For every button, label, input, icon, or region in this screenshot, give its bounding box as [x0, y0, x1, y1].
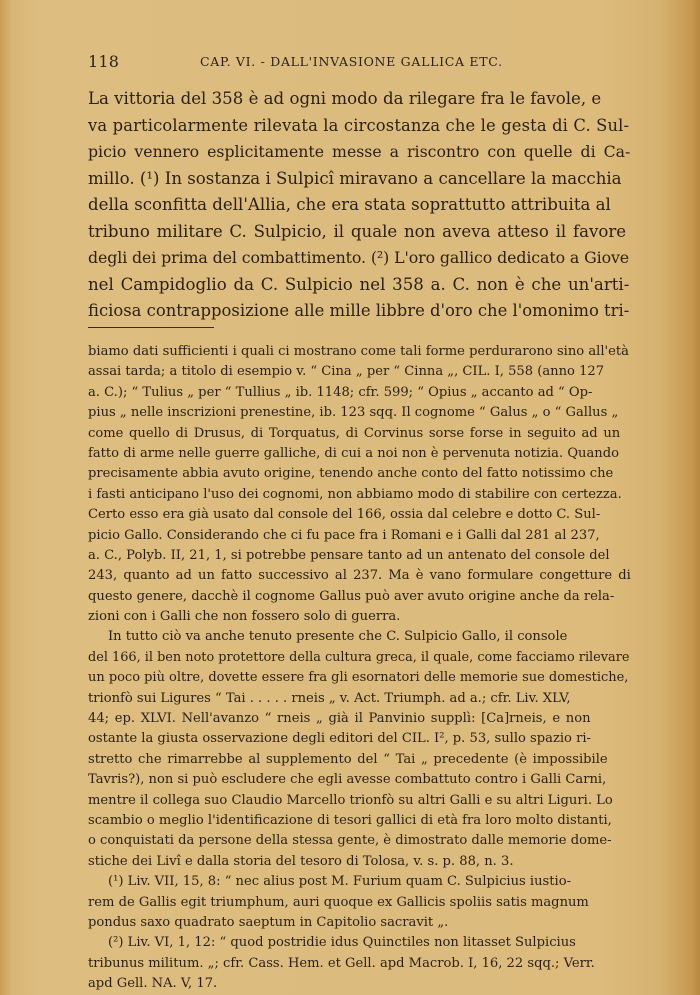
footnote-line: picio Gallo. Considerando che ci fu pace fra i Romani e i Galli dal 281 al 237, — [88, 527, 600, 543]
footnote-line: In tutto ciò va anche tenuto presente che C. Sulpicio Gallo, il console — [108, 629, 568, 645]
page-header — [88, 52, 618, 76]
footnote-line: del 166, il ben noto protettore della cultura greca, il quale, come facciamo rilevare — [88, 649, 630, 665]
footnote-line: (¹) Liv. VII, 15, 8: “ nec alius post M. Furium quam C. Sulpicius iustio- — [108, 874, 572, 890]
footnote-line: scambio o meglio l'identificazione di tesori gallici di età fra loro molto distanti, — [88, 812, 612, 828]
running-head: CAP. VI. - DALL'INVASIONE GALLICA ETC. — [200, 54, 503, 69]
footnote-line: rem de Gallis egit triumphum, auri quoque ex Gallicis spoliis satis magnum — [88, 894, 589, 910]
footnote-line: fatto di arme nelle guerre galliche, di cui a noi non è pervenuta notizia. Quando — [88, 445, 619, 461]
footnote-line: tribunus militum. „; cfr. Cass. Hem. et Gell. apd Macrob. I, 16, 22 sqq.; Verr. — [88, 955, 595, 971]
footnote-line: a. C., Polyb. II, 21, 1, si potrebbe pensare tanto ad un antenato del console del — [88, 547, 610, 563]
footnote-line: 243, quanto ad un fatto successivo al 237. Ma è vano formulare congetture di — [88, 568, 631, 584]
main-text-line: della sconfitta dell'Allia, che era stata soprattutto attribuita al — [88, 195, 611, 214]
main-text-line: tribuno militare C. Sulpicio, il quale non aveva atteso il favore — [88, 221, 627, 241]
footnote-line: biamo dati sufficienti i quali ci mostrano come tali forme perdurarono sino all'età — [88, 344, 629, 359]
footnotes — [88, 342, 632, 995]
footnote-line: a. C.); “ Tulius „ per “ Tullius „ ib. 1148; cfr. 599; “ Opius „ accanto ad “ Op- — [88, 384, 593, 400]
footnote-line: assai tarda; a titolo di esempio v. “ Cina „ per “ Cinna „, CIL. I, 558 (anno 127 — [88, 364, 605, 380]
footnote-line: (²) Liv. VI, 1, 12: “ quod postridie idus Quinctiles non litasset Sulpicius — [108, 935, 576, 951]
footnote-line: come quello di Drusus, di Torquatus, di Corvinus sorse forse in seguito ad un — [88, 425, 621, 441]
footnote-line: Certo esso era già usato dal console del 166, ossia dal celebre e dotto C. Sul- — [88, 507, 601, 523]
main-text-line: degli dei prima del combattimento. (²) L'oro gallico dedicato a Giove — [88, 248, 630, 267]
footnote-line: trionfò sui Ligures “ Tai . . . . . rneis „ v. Act. Triumph. ad a.; cfr. Liv. XLV, — [88, 690, 571, 706]
main-text-line: va particolarmente rilevata la circostanza che le gesta di C. Sul- — [88, 115, 630, 135]
footnote-separator — [88, 327, 214, 328]
main-text-line: nel Campidoglio da C. Sulpicio nel 358 a. C. non è che un'arti- — [88, 274, 630, 294]
footnote-line: un poco più oltre, dovette essere fra gli esornatori delle memorie sue domestiche, — [88, 670, 629, 686]
footnote-line: zioni con i Galli che non fossero solo di guerra. — [88, 609, 401, 625]
footnote-line: Tavris?), non si può escludere che egli avesse combattuto contro i Galli Carni, — [88, 772, 607, 788]
main-text-body — [88, 86, 632, 325]
footnote-line: ostante la giusta osservazione degli editori del CIL. I², p. 53, sullo spazio ri- — [88, 731, 591, 747]
footnote-line: stretto che rimarrebbe al supplemento del “ Tai „ precedente (è impossibile — [88, 751, 608, 767]
main-text-line: millo. (¹) In sostanza i Sulpicî miravano a cancellare la macchia — [88, 168, 622, 188]
footnote-line: o conquistati da persone della stessa gente, è dimostrato dalle memorie dome- — [88, 833, 612, 849]
footnote-paragraph — [88, 627, 632, 872]
main-text-line: La vittoria del 358 è ad ogni modo da rilegare fra le favole, e — [88, 89, 602, 108]
footnote-line: i fasti anticipano l'uso dei cognomi, non abbiamo modo di stabilire con certezza. — [88, 486, 622, 502]
footnote-line: apd Gell. NA. V, 17. — [88, 976, 218, 992]
footnote-line: 44; ep. XLVI. Nell'avanzo “ rneis „ già il Panvinio supplì: [Ca]rneis, e non — [88, 711, 591, 727]
main-text-line: ficiosa contrapposizione alle mille libbre d'oro che l'omonimo tri- — [88, 301, 630, 320]
footnote-line: precisamente abbia avuto origine, tenendo anche conto del fatto notissimo che — [88, 466, 614, 482]
footnote-line: pondus saxo quadrato saeptum in Capitolio sacravit „. — [88, 914, 449, 930]
footnote-line: questo genere, dacchè il cognome Gallus può aver avuto origine anche da rela- — [88, 588, 615, 604]
footnote-line: mentre il collega suo Claudio Marcello trionfò su altri Galli e su altri Liguri. Lo — [88, 792, 613, 808]
page-number: 118 — [88, 52, 120, 71]
footnote-2 — [88, 933, 632, 994]
footnote-continuation — [88, 342, 632, 627]
footnote-line: stiche dei Livî e dalla storia del tesoro di Tolosa, v. s. p. 88, n. 3. — [88, 853, 514, 869]
footnote-line: pius „ nelle inscrizioni prenestine, ib. 123 sqq. Il cognome “ Galus „ o “ Gallus „ — [88, 405, 619, 421]
main-text-line: picio vennero esplicitamente messe a riscontro con quelle di Ca- — [88, 142, 631, 161]
footnote-1 — [88, 872, 632, 933]
